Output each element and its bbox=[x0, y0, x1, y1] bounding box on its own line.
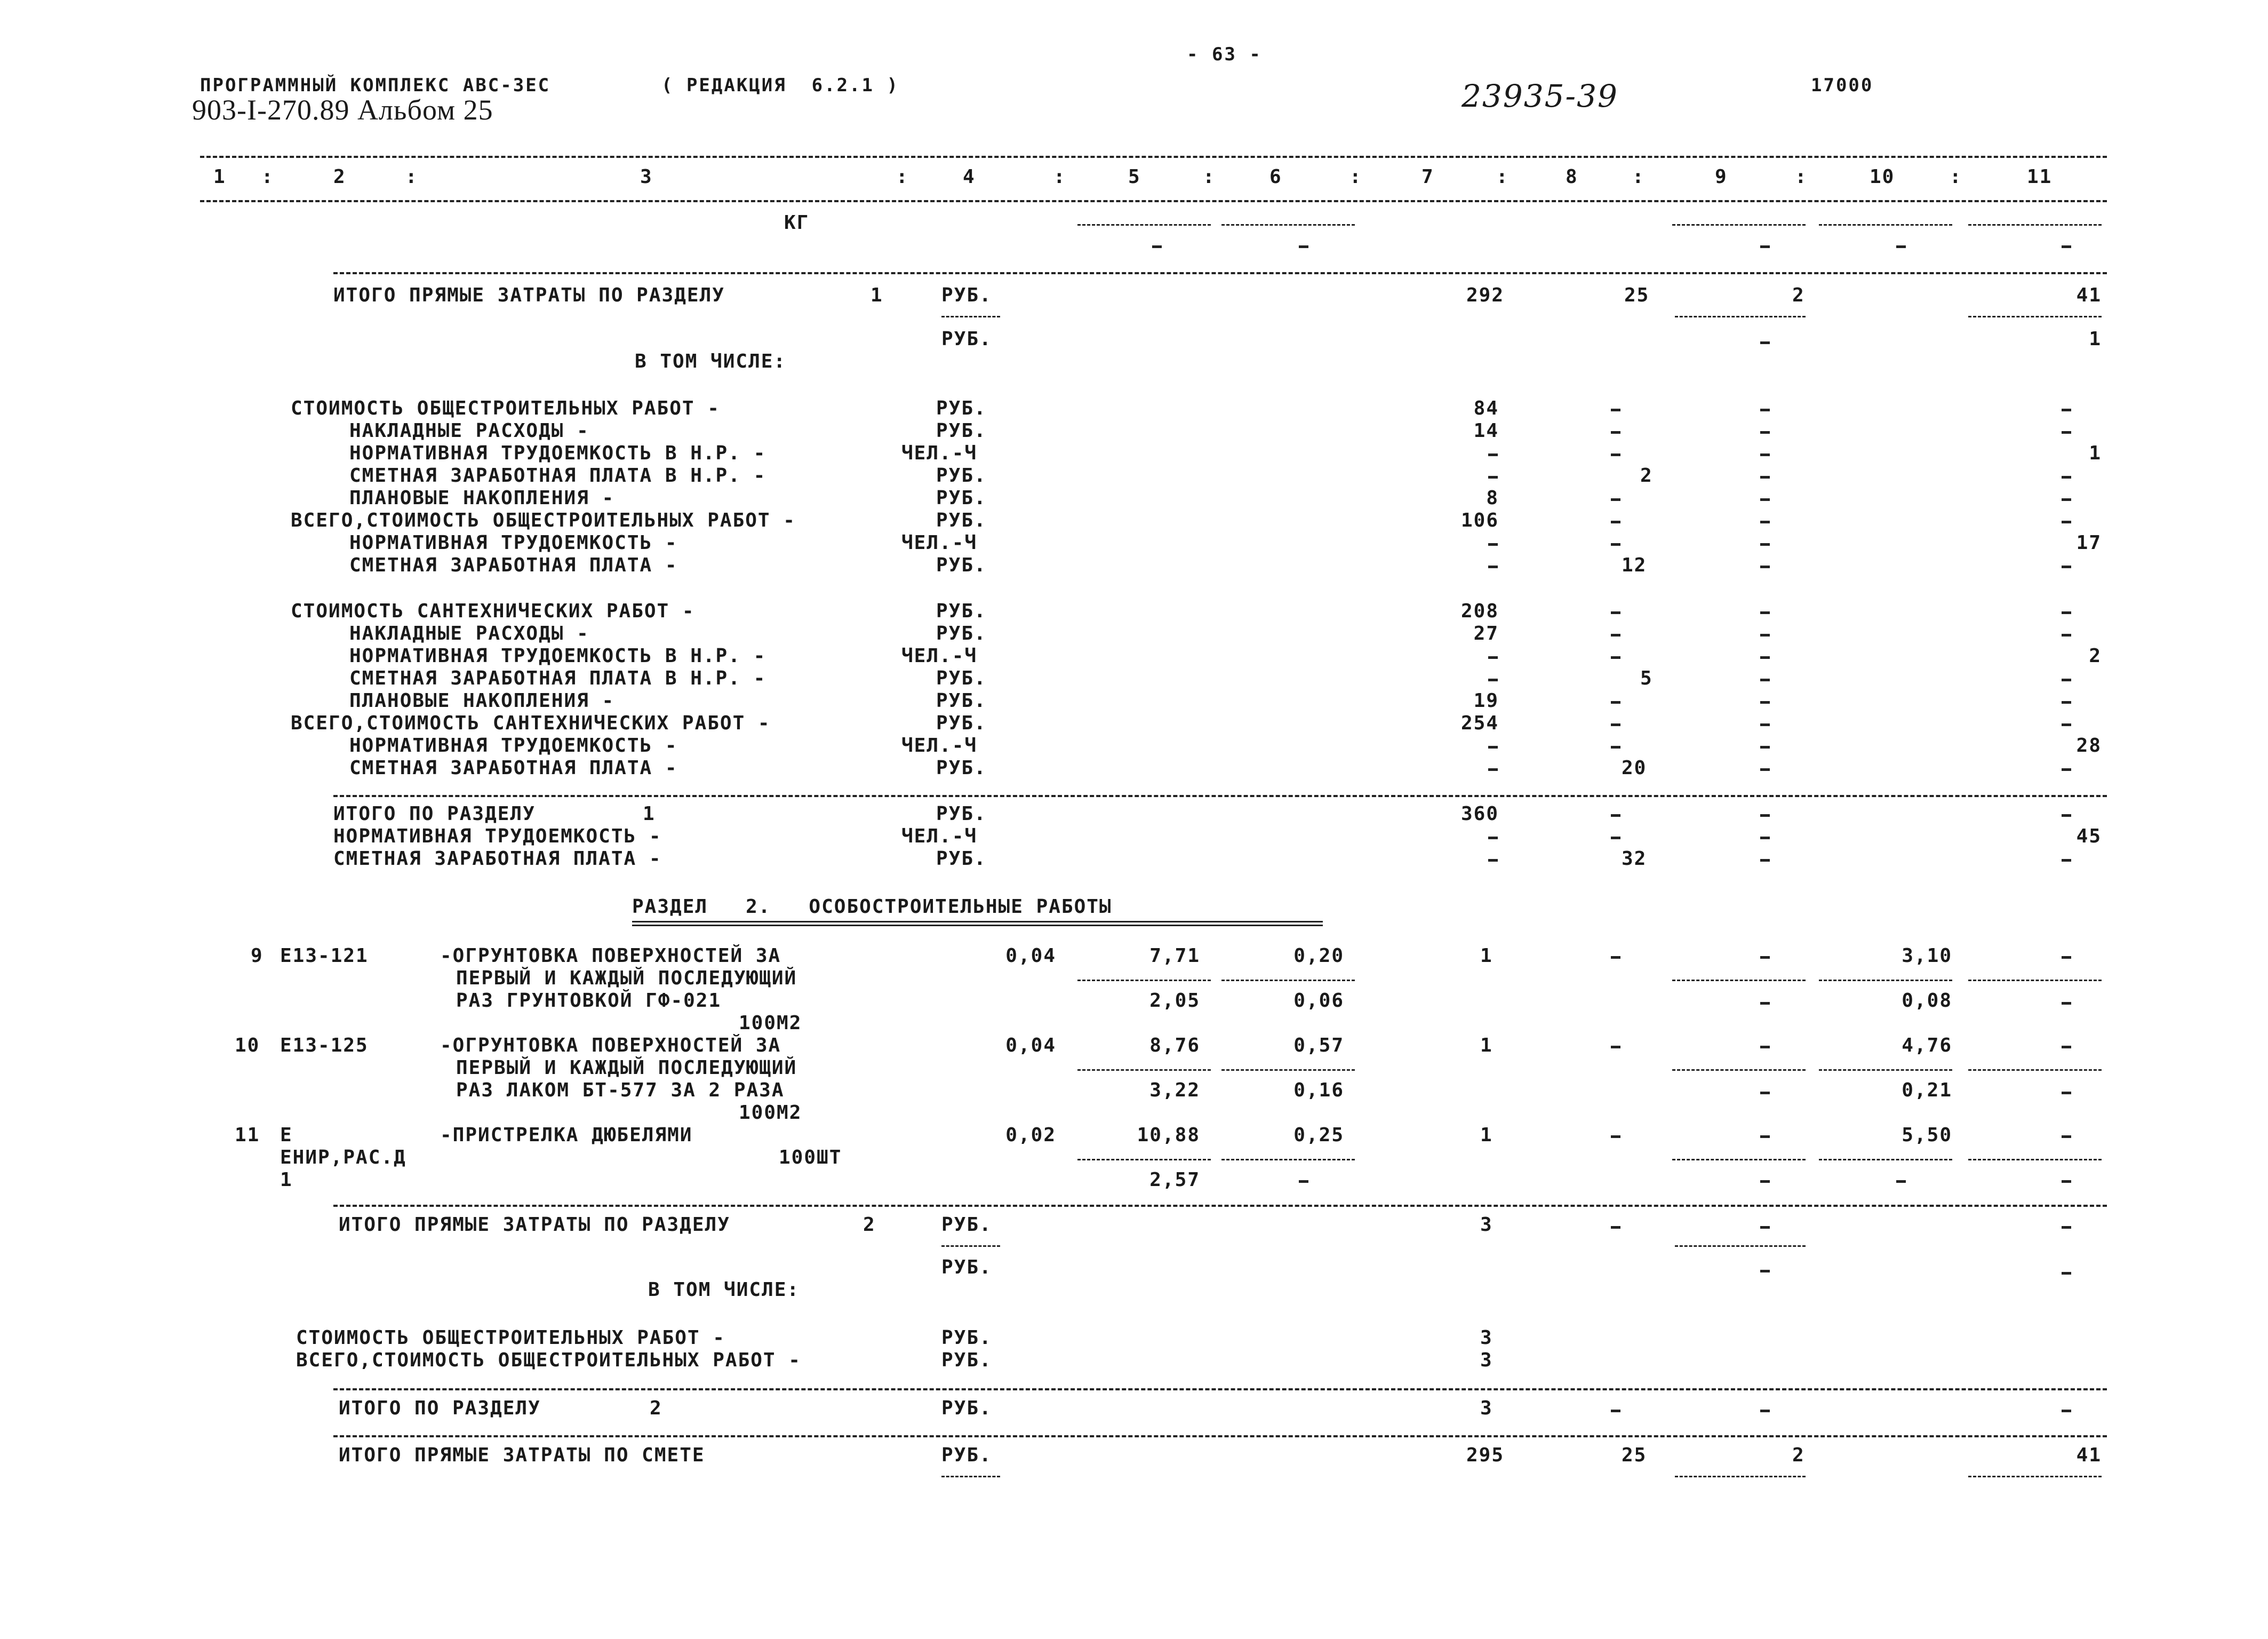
unit-rub: РУБ. bbox=[936, 397, 987, 419]
dash bbox=[1488, 656, 1498, 659]
cell-c10: 5,50 bbox=[1902, 1124, 1952, 1146]
column-number: 2 bbox=[333, 166, 346, 188]
norm-labor-label: НОРМАТИВНАЯ ТРУДОЕМКОСТЬ - bbox=[333, 825, 662, 847]
unit-rub: РУБ. bbox=[936, 848, 987, 870]
cell-c8: 12 bbox=[1622, 554, 1647, 576]
dash bbox=[1760, 1270, 1770, 1272]
dash bbox=[1760, 1092, 1770, 1094]
dash bbox=[1760, 634, 1770, 636]
dash bbox=[1760, 723, 1770, 726]
dash bbox=[1760, 409, 1770, 411]
edition-label: ( РЕДАКЦИЯ 6.2.1 ) bbox=[661, 75, 899, 96]
unit-rub: РУБ. bbox=[936, 712, 987, 734]
rule bbox=[333, 272, 2107, 274]
estimate-total-label: ИТОГО ПРЯМЫЕ ЗАТРАТЫ ПО СМЕТЕ bbox=[339, 1444, 705, 1466]
dash bbox=[1299, 245, 1308, 248]
dash bbox=[1488, 453, 1498, 456]
rule bbox=[1968, 316, 2102, 317]
cell-c4: 0,04 bbox=[1005, 1035, 1056, 1056]
section1-number: 1 bbox=[871, 284, 883, 306]
column-separator: : bbox=[261, 166, 274, 188]
rule bbox=[1077, 1069, 1211, 1071]
column-separator: : bbox=[405, 166, 418, 188]
header-bottom-rule bbox=[200, 200, 2107, 202]
dash bbox=[1760, 431, 1770, 434]
dash bbox=[2062, 1410, 2071, 1412]
rule bbox=[1221, 1159, 1355, 1160]
cell-c5: 8,76 bbox=[1149, 1035, 1200, 1056]
rule bbox=[333, 795, 2107, 797]
section-total-label: ИТОГО ПО РАЗДЕЛУ bbox=[339, 1397, 541, 1419]
dash bbox=[1611, 1226, 1620, 1229]
rule bbox=[1077, 1159, 1211, 1160]
cell-c5: 3,22 bbox=[1149, 1079, 1200, 1101]
dash bbox=[1488, 859, 1498, 862]
total-general-label: ВСЕГО,СТОИМОСТЬ ОБЩЕСТРОИТЕЛЬНЫХ РАБОТ - bbox=[296, 1349, 801, 1371]
item-name: -ОГРУНТОВКА ПОВЕРХНОСТЕЙ ЗА bbox=[440, 1035, 781, 1056]
column-separator: : bbox=[1632, 166, 1645, 188]
unit-rub: РУБ. bbox=[941, 328, 992, 350]
general-cost-label: СТОИМОСТЬ ОБЩЕСТРОИТЕЛЬНЫХ РАБОТ - bbox=[291, 397, 720, 419]
cell-c6: 0,16 bbox=[1293, 1079, 1344, 1101]
norm-labor-np-label: НОРМАТИВНАЯ ТРУДОЕМКОСТЬ В Н.Р. - bbox=[349, 645, 766, 667]
dash bbox=[1611, 956, 1620, 959]
item-name: -ОГРУНТОВКА ПОВЕРХНОСТЕЙ ЗА bbox=[440, 945, 781, 967]
cell-c11: 28 bbox=[2076, 735, 2102, 757]
dash bbox=[2062, 1180, 2071, 1183]
column-number: 7 bbox=[1422, 166, 1434, 188]
rule bbox=[1675, 1476, 1806, 1477]
cell-c8: 25 bbox=[1624, 284, 1650, 306]
item-name: ПЕРВЫЙ И КАЖДЫЙ ПОСЛЕДУЮЩИЙ bbox=[456, 1057, 797, 1079]
wage-np-label: СМЕТНАЯ ЗАРАБОТНАЯ ПЛАТА В Н.Р. - bbox=[349, 667, 766, 689]
item-name: РАЗ ГРУНТОВКОЙ ГФ-021 bbox=[456, 990, 722, 1012]
column-separator: : bbox=[1496, 166, 1509, 188]
unit-rub: РУБ. bbox=[941, 1444, 992, 1466]
dash bbox=[1760, 476, 1770, 479]
dash bbox=[2062, 476, 2071, 479]
cell-c5: 7,71 bbox=[1149, 945, 1200, 967]
rule bbox=[333, 1435, 2107, 1437]
dash bbox=[1611, 521, 1620, 523]
program-title: ПРОГРАММНЫЙ КОМПЛЕКС АВС-3ЕС bbox=[200, 75, 551, 96]
unit-rub: РУБ. bbox=[936, 667, 987, 689]
cell-c4: 0,02 bbox=[1005, 1124, 1056, 1146]
unit-rub: РУБ. bbox=[936, 510, 987, 531]
rule bbox=[1221, 1069, 1355, 1071]
dash bbox=[1760, 956, 1770, 959]
dash bbox=[1488, 476, 1498, 479]
wage-label: СМЕТНАЯ ЗАРАБОТНАЯ ПЛАТА - bbox=[333, 848, 662, 870]
cell-c7: 3 bbox=[1480, 1214, 1493, 1236]
dash bbox=[1760, 814, 1770, 817]
planned-label: ПЛАНОВЫЕ НАКОПЛЕНИЯ - bbox=[349, 690, 615, 712]
dash bbox=[1760, 679, 1770, 681]
cell-c7: 3 bbox=[1480, 1397, 1493, 1419]
cell-c6: 0,20 bbox=[1293, 945, 1344, 967]
cell-c11: 1 bbox=[2089, 328, 2102, 350]
dash bbox=[1611, 1135, 1620, 1138]
rule bbox=[1672, 1069, 1806, 1071]
page-number: - 63 - bbox=[1187, 44, 1262, 65]
dash bbox=[2062, 498, 2071, 501]
dash bbox=[1760, 566, 1770, 568]
cell-c5: 2,05 bbox=[1149, 990, 1200, 1012]
album-label: 903-I-270.89 Альбом 25 bbox=[192, 94, 493, 126]
dash bbox=[2062, 521, 2071, 523]
item-name: РАЗ ЛАКОМ БТ-577 ЗА 2 РАЗА bbox=[456, 1079, 785, 1101]
dash bbox=[1611, 611, 1620, 614]
cell-c7: 3 bbox=[1480, 1327, 1493, 1349]
unit-rub: РУБ. bbox=[941, 1214, 992, 1236]
column-separator: : bbox=[1203, 166, 1216, 188]
dash bbox=[1760, 341, 1770, 344]
cell-c9: 2 bbox=[1792, 1444, 1805, 1466]
wage-label: СМЕТНАЯ ЗАРАБОТНАЯ ПЛАТА - bbox=[349, 554, 678, 576]
cell-c7: 1 bbox=[1480, 1124, 1493, 1146]
cell-c7: 295 bbox=[1466, 1444, 1504, 1466]
item-code: Е13-125 bbox=[280, 1035, 369, 1056]
dash bbox=[1488, 746, 1498, 749]
cell-c8: 5 bbox=[1640, 667, 1653, 689]
dash bbox=[1611, 837, 1620, 839]
cell-c7: 360 bbox=[1460, 803, 1499, 825]
dash bbox=[1760, 1002, 1770, 1005]
rule bbox=[1819, 980, 1952, 981]
sanitary-cost-label: СТОИМОСТЬ САНТЕХНИЧЕСКИХ РАБОТ - bbox=[291, 600, 695, 622]
column-separator: : bbox=[1349, 166, 1362, 188]
rule bbox=[1968, 1476, 2102, 1477]
dash bbox=[1760, 1135, 1770, 1138]
unit-rub: РУБ. bbox=[936, 690, 987, 712]
wage-np-label: СМЕТНАЯ ЗАРАБОТНАЯ ПЛАТА В Н.Р. - bbox=[349, 465, 766, 487]
cell-c10: 0,21 bbox=[1902, 1079, 1952, 1101]
dash bbox=[1611, 409, 1620, 411]
cell-c7: 1 bbox=[1480, 945, 1493, 967]
cell-c8: 25 bbox=[1622, 1444, 1647, 1466]
planned-label: ПЛАНОВЫЕ НАКОПЛЕНИЯ - bbox=[349, 487, 615, 509]
rule bbox=[1968, 980, 2102, 981]
cell-c6: 0,06 bbox=[1293, 990, 1344, 1012]
column-number: 8 bbox=[1566, 166, 1578, 188]
dash bbox=[1760, 1046, 1770, 1048]
cell-c11: 1 bbox=[2089, 442, 2102, 464]
cell-c7: 3 bbox=[1480, 1349, 1493, 1371]
dash bbox=[2062, 956, 2071, 959]
unit-rub: РУБ. bbox=[936, 465, 987, 487]
dash bbox=[1488, 768, 1498, 771]
unit-rub: РУБ. bbox=[936, 554, 987, 576]
dash bbox=[1611, 1046, 1620, 1048]
dash bbox=[1611, 723, 1620, 726]
cell-c11: 41 bbox=[2076, 284, 2102, 306]
overhead-label: НАКЛАДНЫЕ РАСХОДЫ - bbox=[349, 623, 589, 645]
dash bbox=[2062, 245, 2071, 248]
column-number: 11 bbox=[2027, 166, 2053, 188]
dash bbox=[1760, 859, 1770, 862]
dash bbox=[2062, 611, 2071, 614]
dash bbox=[1896, 245, 1906, 248]
dash bbox=[2062, 814, 2071, 817]
overhead-label: НАКЛАДНЫЕ РАСХОДЫ - bbox=[349, 420, 589, 442]
rule bbox=[1672, 980, 1806, 981]
column-number: 9 bbox=[1715, 166, 1728, 188]
dash bbox=[2062, 701, 2071, 704]
dash bbox=[1611, 543, 1620, 546]
item-unit: 100ШТ bbox=[779, 1147, 842, 1168]
rule bbox=[1819, 224, 1952, 226]
unit-man-hours: ЧЕЛ.-Ч bbox=[901, 442, 978, 464]
including-label: В ТОМ ЧИСЛЕ: bbox=[635, 351, 787, 372]
dash bbox=[1611, 431, 1620, 434]
cell-c10: 4,76 bbox=[1902, 1035, 1952, 1056]
unit-man-hours: ЧЕЛ.-Ч bbox=[901, 645, 978, 667]
header-top-rule bbox=[200, 156, 2107, 158]
column-number: 10 bbox=[1870, 166, 1895, 188]
column-number: 3 bbox=[640, 166, 653, 188]
column-separator: : bbox=[896, 166, 909, 188]
dash bbox=[1488, 543, 1498, 546]
column-separator: : bbox=[1795, 166, 1808, 188]
dash bbox=[2062, 566, 2071, 568]
rule bbox=[333, 1388, 2107, 1390]
rule bbox=[1968, 1069, 2102, 1071]
cell-c11: 17 bbox=[2076, 532, 2102, 554]
cell-c7: 19 bbox=[1473, 690, 1499, 712]
section1-total-label: ИТОГО ПРЯМЫЕ ЗАТРАТЫ ПО РАЗДЕЛУ bbox=[333, 284, 725, 306]
dash bbox=[2062, 679, 2071, 681]
item-code: Е bbox=[280, 1124, 293, 1146]
unit-man-hours: ЧЕЛ.-Ч bbox=[901, 735, 978, 757]
column-number: 4 bbox=[963, 166, 976, 188]
section-total-label: ИТОГО ПО РАЗДЕЛУ bbox=[333, 803, 536, 825]
unit-rub: РУБ. bbox=[941, 1327, 992, 1349]
dash bbox=[1896, 1180, 1906, 1183]
rule bbox=[1672, 1159, 1806, 1160]
section2-number: 2 bbox=[650, 1397, 662, 1419]
unit-rub: РУБ. bbox=[936, 487, 987, 509]
rule bbox=[1672, 224, 1806, 226]
column-separator: : bbox=[1053, 166, 1066, 188]
dash bbox=[2062, 1226, 2071, 1229]
total-general-label: ВСЕГО,СТОИМОСТЬ ОБЩЕСТРОИТЕЛЬНЫХ РАБОТ - bbox=[291, 510, 796, 531]
column-number: 6 bbox=[1269, 166, 1282, 188]
dash bbox=[2062, 1002, 2071, 1005]
section2-title: РАЗДЕЛ 2. ОСОБОСТРОИТЕЛЬНЫЕ РАБОТЫ bbox=[632, 896, 1112, 918]
unit-rub: РУБ. bbox=[941, 1349, 992, 1371]
dash bbox=[1760, 837, 1770, 839]
dash bbox=[2062, 1272, 2071, 1275]
rule bbox=[1221, 224, 1355, 226]
dash bbox=[1611, 453, 1620, 456]
item-unit: 100М2 bbox=[739, 1102, 802, 1124]
rule bbox=[1675, 1245, 1806, 1247]
dash bbox=[2062, 634, 2071, 636]
dash bbox=[1611, 746, 1620, 749]
item-number: 9 bbox=[251, 945, 263, 967]
cell-c7: 292 bbox=[1466, 284, 1504, 306]
dash bbox=[1760, 1410, 1770, 1412]
rule bbox=[333, 1205, 2107, 1207]
unit-rub: РУБ. bbox=[936, 420, 987, 442]
cell-c8: 20 bbox=[1622, 757, 1647, 779]
unit-rub: РУБ. bbox=[941, 284, 992, 306]
dash bbox=[1760, 543, 1770, 546]
cell-c8: 32 bbox=[1622, 848, 1647, 870]
dash bbox=[1299, 1180, 1308, 1183]
dash bbox=[1488, 566, 1498, 568]
norm-labor-np-label: НОРМАТИВНАЯ ТРУДОЕМКОСТЬ В Н.Р. - bbox=[349, 442, 766, 464]
dash bbox=[1760, 768, 1770, 771]
dash bbox=[2062, 1046, 2071, 1048]
dash bbox=[2062, 431, 2071, 434]
rule bbox=[1221, 980, 1355, 981]
unit-rub: РУБ. bbox=[941, 1256, 992, 1278]
cell-c7: 106 bbox=[1460, 510, 1499, 531]
rule bbox=[1968, 1159, 2102, 1160]
cell-c7: 84 bbox=[1473, 397, 1499, 419]
unit-rub: РУБ. bbox=[936, 623, 987, 645]
total-sanitary-label: ВСЕГО,СТОИМОСТЬ САНТЕХНИЧЕСКИХ РАБОТ - bbox=[291, 712, 771, 734]
including-label: В ТОМ ЧИСЛЕ: bbox=[648, 1279, 800, 1301]
unit-rub: РУБ. bbox=[936, 600, 987, 622]
item-code: ЕНИР,РАС.Д bbox=[280, 1147, 406, 1168]
dash bbox=[1760, 746, 1770, 749]
rule bbox=[1968, 224, 2102, 226]
dash bbox=[1611, 656, 1620, 659]
document-number: 23935-39 bbox=[1462, 78, 1618, 114]
rule bbox=[941, 1476, 1000, 1477]
dash bbox=[1152, 245, 1162, 248]
unit-man-hours: ЧЕЛ.-Ч bbox=[901, 532, 978, 554]
cell-c11: 41 bbox=[2076, 1444, 2102, 1466]
dash bbox=[1760, 453, 1770, 456]
dash bbox=[1488, 837, 1498, 839]
rule bbox=[941, 316, 1000, 317]
dash bbox=[1611, 701, 1620, 704]
norm-labor-label: НОРМАТИВНАЯ ТРУДОЕМКОСТЬ - bbox=[349, 532, 678, 554]
column-number: 5 bbox=[1128, 166, 1141, 188]
cell-c10: 0,08 bbox=[1902, 990, 1952, 1012]
cell-c9: 2 bbox=[1792, 284, 1805, 306]
section1-number: 1 bbox=[643, 803, 656, 825]
rule bbox=[1077, 980, 1211, 981]
cell-c7: 208 bbox=[1460, 600, 1499, 622]
cell-c7: 14 bbox=[1473, 420, 1499, 442]
dash bbox=[1760, 1180, 1770, 1183]
rule bbox=[941, 1245, 1000, 1247]
rule bbox=[1819, 1159, 1952, 1160]
dash bbox=[1760, 1226, 1770, 1229]
general-cost-label: СТОИМОСТЬ ОБЩЕСТРОИТЕЛЬНЫХ РАБОТ - bbox=[296, 1327, 725, 1349]
dash bbox=[2062, 1092, 2071, 1094]
dash bbox=[1488, 679, 1498, 681]
rule bbox=[1819, 1069, 1952, 1071]
cell-c7: 27 bbox=[1473, 623, 1499, 645]
dash bbox=[2062, 409, 2071, 411]
wage-label: СМЕТНАЯ ЗАРАБОТНАЯ ПЛАТА - bbox=[349, 757, 678, 779]
dash bbox=[2062, 859, 2071, 862]
cell-c8: 2 bbox=[1640, 465, 1653, 487]
column-separator: : bbox=[1950, 166, 1962, 188]
item-number: 10 bbox=[235, 1035, 260, 1056]
dash bbox=[2062, 1135, 2071, 1138]
dash bbox=[1760, 245, 1770, 248]
column-number: 1 bbox=[213, 166, 226, 188]
rule bbox=[1675, 316, 1806, 317]
norm-labor-label: НОРМАТИВНАЯ ТРУДОЕМКОСТЬ - bbox=[349, 735, 678, 757]
unit-rub: РУБ. bbox=[941, 1397, 992, 1419]
dash bbox=[2062, 723, 2071, 726]
cell-c6: 0,57 bbox=[1293, 1035, 1344, 1056]
dash bbox=[1760, 498, 1770, 501]
kg-unit: КГ bbox=[784, 212, 810, 234]
cell-c10: 3,10 bbox=[1902, 945, 1952, 967]
dash bbox=[1611, 498, 1620, 501]
dash bbox=[1611, 814, 1620, 817]
cell-c5: 2,57 bbox=[1149, 1169, 1200, 1191]
item-number: 11 bbox=[235, 1124, 260, 1146]
dash bbox=[1760, 521, 1770, 523]
unit-rub: РУБ. bbox=[936, 803, 987, 825]
unit-rub: РУБ. bbox=[936, 757, 987, 779]
cell-c7: 8 bbox=[1486, 487, 1499, 509]
dash bbox=[2062, 768, 2071, 771]
item-unit: 100М2 bbox=[739, 1012, 802, 1034]
dash bbox=[1760, 656, 1770, 659]
unit-man-hours: ЧЕЛ.-Ч bbox=[901, 825, 978, 847]
cell-c7: 254 bbox=[1460, 712, 1499, 734]
section2-total-label: ИТОГО ПРЯМЫЕ ЗАТРАТЫ ПО РАЗДЕЛУ bbox=[339, 1214, 730, 1236]
section2-number: 2 bbox=[863, 1214, 876, 1236]
cell-c11: 45 bbox=[2076, 825, 2102, 847]
dash bbox=[1611, 634, 1620, 636]
item-code: 1 bbox=[280, 1169, 293, 1191]
title-double-rule bbox=[632, 921, 1323, 926]
dash bbox=[1611, 1410, 1620, 1412]
cell-c7: 1 bbox=[1480, 1035, 1493, 1056]
item-name: ПЕРВЫЙ И КАЖДЫЙ ПОСЛЕДУЮЩИЙ bbox=[456, 967, 797, 989]
cell-c11: 2 bbox=[2089, 645, 2102, 667]
item-name: -ПРИСТРЕЛКА ДЮБЕЛЯМИ bbox=[440, 1124, 693, 1146]
dash bbox=[1760, 611, 1770, 614]
cell-c5: 10,88 bbox=[1137, 1124, 1200, 1146]
dash bbox=[1760, 701, 1770, 704]
cell-c6: 0,25 bbox=[1293, 1124, 1344, 1146]
code-label: 17000 bbox=[1811, 75, 1874, 96]
cell-c4: 0,04 bbox=[1005, 945, 1056, 967]
item-code: Е13-121 bbox=[280, 945, 369, 967]
rule bbox=[1077, 224, 1211, 226]
